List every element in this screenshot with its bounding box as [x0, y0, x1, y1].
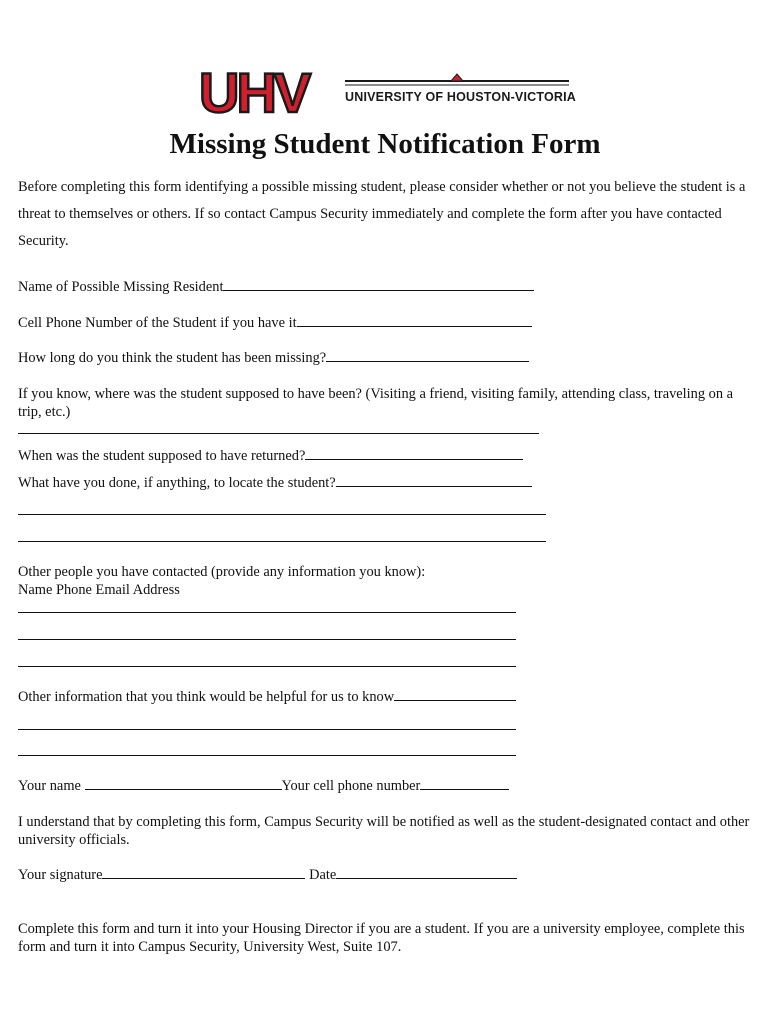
return-time-blank[interactable] — [305, 447, 523, 460]
field-actions-taken — [18, 474, 532, 492]
field-missing-duration — [18, 349, 529, 367]
field-label: Name of Possible Missing Resident — [18, 279, 224, 295]
your-cell-label: Your cell phone number — [281, 778, 421, 794]
actions-taken-blank[interactable] — [336, 474, 532, 487]
field-label: Cell Phone Number of the Student if you have it — [18, 315, 297, 331]
contacts-blank-2[interactable] — [18, 639, 516, 640]
contacts-header: Other people you have contacted (provide any information you know): — [18, 564, 426, 580]
field-label: What have you done, if anything, to locate the student? — [18, 475, 336, 491]
contacts-blank-1[interactable] — [18, 612, 516, 613]
page-title: Missing Student Notification Form — [169, 128, 601, 160]
date-label: Date — [309, 867, 337, 883]
logo-letters: UHV — [199, 62, 309, 118]
resident-name-blank[interactable] — [223, 278, 534, 291]
your-name-blank[interactable] — [85, 777, 282, 790]
missing-duration-blank[interactable] — [326, 349, 529, 362]
cell-phone-blank[interactable] — [297, 314, 532, 327]
field-label: When was the student supposed to have returned? — [18, 448, 306, 464]
field-supposed-location: If you know, where was the student supposed to have been? (Visiting a friend, visiting family, attending class, traveling on a trip, etc.) — [18, 386, 734, 420]
field-return-time — [18, 447, 523, 465]
field-cell-phone — [18, 314, 532, 332]
your-name-label: Your name — [18, 778, 81, 794]
your-cell-blank[interactable] — [420, 777, 509, 790]
contacts-blank-3[interactable] — [18, 666, 516, 667]
other-info-blank-3[interactable] — [18, 755, 516, 756]
uhv-logo — [197, 62, 577, 118]
contacts-section — [18, 563, 756, 599]
intro-paragraph: Before completing this form identifying a possible missing student, please consider whether or not you believe the student is a threat to themselves or others. If so contact Campus Security immediately and complete the form after you have contacted Security. — [18, 179, 746, 249]
field-resident-name — [18, 278, 534, 296]
field-other-info — [18, 688, 516, 706]
other-info-blank-2[interactable] — [18, 729, 516, 730]
university-name: UNIVERSITY OF HOUSTON-VICTORIA — [345, 90, 577, 104]
footer-instructions: Complete this form and turn it into your Housing Director if you are a student. If you are a university employee, complete this form and turn it into Campus Security, University West, Suite 107. — [18, 921, 745, 955]
field-signature-date — [18, 866, 517, 884]
supposed-location-blank[interactable] — [18, 433, 539, 434]
other-info-blank[interactable] — [394, 688, 516, 701]
actions-taken-blank-2[interactable] — [18, 514, 546, 515]
contacts-columns: Name Phone Email Address — [18, 582, 180, 598]
signature-blank[interactable] — [102, 866, 305, 879]
signature-label: Your signature — [18, 867, 103, 883]
field-your-info — [18, 777, 509, 795]
field-label: Other information that you think would be helpful for us to know — [18, 689, 395, 705]
field-label: How long do you think the student has been missing? — [18, 350, 327, 366]
acknowledgement-text: I understand that by completing this form, Campus Security will be notified as well as the student-designated contact and other university officials. — [18, 814, 750, 848]
actions-taken-blank-3[interactable] — [18, 541, 546, 542]
date-blank[interactable] — [336, 866, 517, 879]
